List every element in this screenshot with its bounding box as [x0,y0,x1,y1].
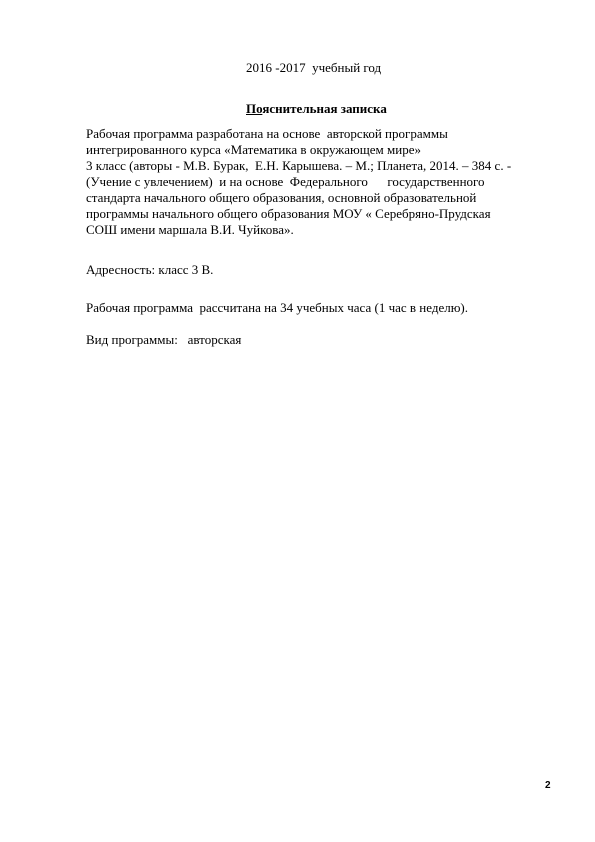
hours-line: Рабочая программа рассчитана на 34 учебных часа (1 час в неделю). [86,300,469,315]
document-heading [246,101,387,116]
intro-line-4: (Учение с увлечением) и на основе Федерального государственного [86,174,485,189]
page-number: 2 [545,780,551,791]
program-type-line: Вид программы: авторская [86,332,242,347]
intro-line-2: интегрированного курса «Математика в окружающем мире» [86,142,421,157]
intro-line-6: программы начального общего образования МОУ « Серебряно-Прудская [86,206,491,221]
intro-line-5: стандарта начального общего образования, основной образовательной [86,190,477,205]
addressee-line: Адресность: класс 3 В. [86,262,214,277]
heading-rest: яснительная записка [262,101,387,116]
intro-line-7: СОШ имени маршала В.И. Чуйкова». [86,222,294,237]
intro-line-1: Рабочая программа разработана на основе авторской программы [86,126,448,141]
heading-underlined-part: По [246,101,263,116]
academic-year-line: 2016 -2017 учебный год [246,60,382,75]
intro-line-3: 3 класс (авторы - М.В. Бурак, Е.Н. Карышева. – М.; Планета, 2014. – 384 с. - [86,158,512,173]
